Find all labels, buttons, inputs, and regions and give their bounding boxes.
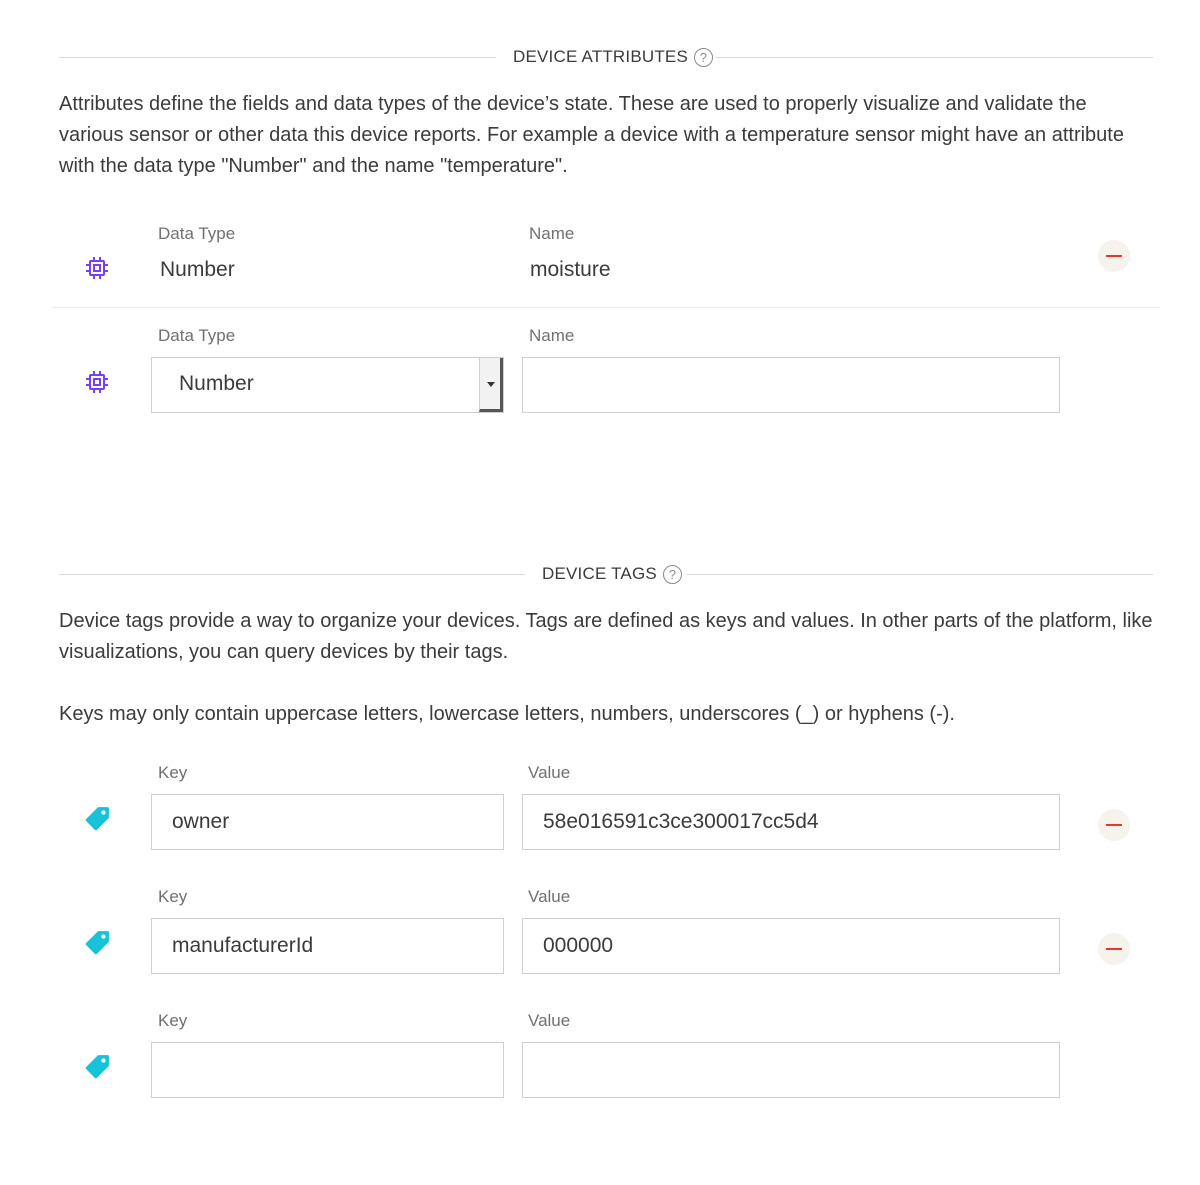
device-tags-title: DEVICE TAGS xyxy=(542,564,657,583)
tag-key-input[interactable] xyxy=(151,918,504,974)
data-type-value: Number xyxy=(160,258,235,281)
device-attributes-title: DEVICE ATTRIBUTES xyxy=(513,47,689,66)
chip-icon xyxy=(85,256,109,280)
name-label: Name xyxy=(529,326,575,345)
attributes-description: Attributes define the fields and data types of the device’s state. These are used to properly visualize and validate the various sensor or other data this device reports. For example a device with a temperature sensor might have an attribute with the data type "Number" and the name "temperature". xyxy=(59,93,1124,177)
data-type-selected: Number xyxy=(179,372,254,395)
value-label: Value xyxy=(528,887,571,906)
tags-key-note: Keys may only contain uppercase letters, lowercase letters, numbers, underscores (_) or hyphens (-). xyxy=(59,703,955,725)
tag-value-input[interactable] xyxy=(522,1042,1060,1098)
data-type-label: Data Type xyxy=(158,326,236,345)
key-label: Key xyxy=(158,763,188,782)
divider-line xyxy=(59,57,496,58)
remove-tag-button[interactable] xyxy=(1098,933,1130,965)
help-icon[interactable]: ? xyxy=(694,48,713,67)
section-title xyxy=(542,564,682,584)
tag-icon xyxy=(84,806,110,832)
device-tags-header xyxy=(59,564,1153,584)
divider-line xyxy=(687,574,1153,575)
remove-tag-button[interactable] xyxy=(1098,809,1130,841)
divider-line xyxy=(716,57,1153,58)
device-attributes-header xyxy=(59,47,1153,67)
chevron-down-icon[interactable] xyxy=(479,358,503,412)
section-title xyxy=(513,47,713,67)
value-label: Value xyxy=(528,1011,571,1030)
tag-icon xyxy=(84,1054,110,1080)
chip-icon xyxy=(85,370,109,394)
name-label: Name xyxy=(529,224,575,243)
data-type-select[interactable] xyxy=(151,357,504,413)
key-label: Key xyxy=(158,887,188,906)
name-value: moisture xyxy=(530,258,611,281)
data-type-label: Data Type xyxy=(158,224,236,243)
tag-icon xyxy=(84,930,110,956)
attribute-name-input[interactable] xyxy=(522,357,1060,413)
tags-description: Device tags provide a way to organize your devices. Tags are defined as keys and values. In other parts of the platform, like visualizations, you can query devices by their tags. xyxy=(59,610,1153,663)
divider-line xyxy=(59,574,525,575)
tag-key-input[interactable] xyxy=(151,1042,504,1098)
tag-key-input[interactable] xyxy=(151,794,504,850)
tag-value-input[interactable] xyxy=(522,918,1060,974)
help-icon[interactable]: ? xyxy=(663,565,682,584)
key-label: Key xyxy=(158,1011,188,1030)
tag-value-input[interactable] xyxy=(522,794,1060,850)
row-divider xyxy=(52,307,1160,308)
remove-attribute-button[interactable] xyxy=(1098,240,1130,272)
value-label: Value xyxy=(528,763,571,782)
